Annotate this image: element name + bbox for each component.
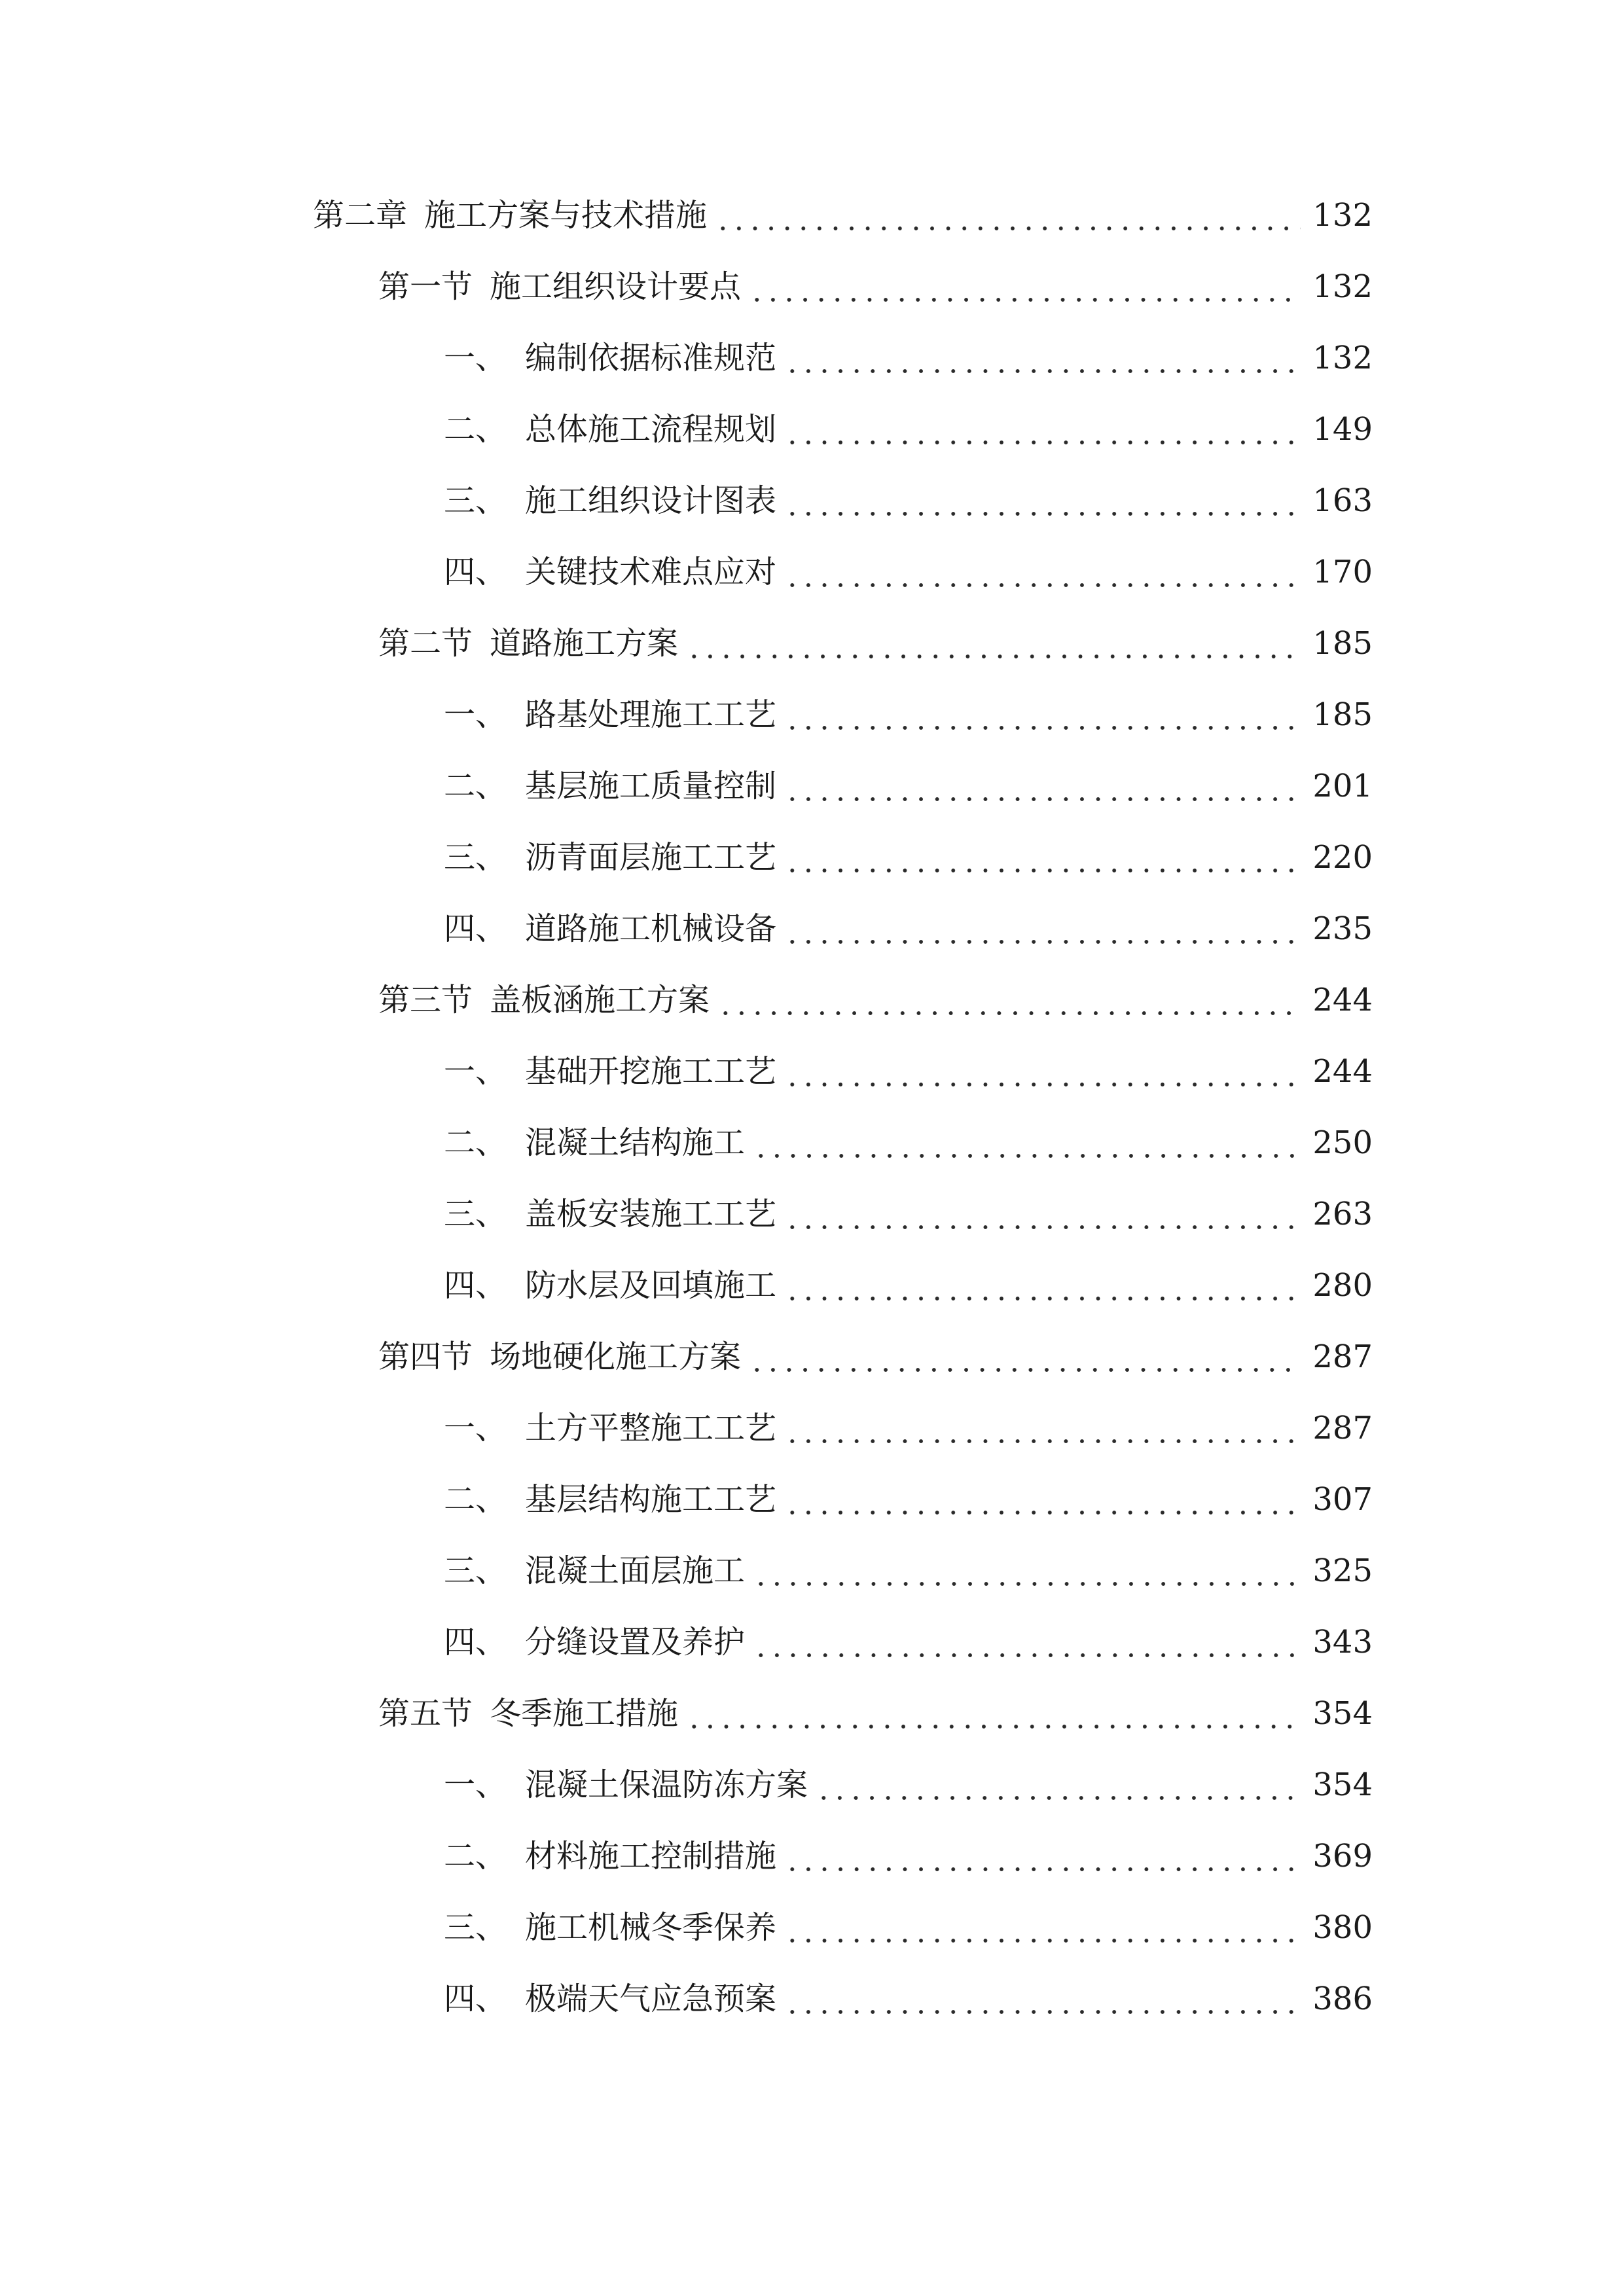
entry-title: 混凝土保温防冻方案 — [525, 1767, 808, 1803]
entry-number: 二、 — [444, 1124, 507, 1161]
toc-entry-item[interactable] — [444, 406, 1373, 452]
entry-title: 土方平整施工工艺 — [525, 1410, 777, 1446]
toc-entry-section[interactable] — [378, 977, 1373, 1023]
entry-page-number: 354 — [1312, 1695, 1373, 1732]
entry-number: 一、 — [444, 1767, 507, 1803]
dot-leader — [784, 763, 1301, 809]
entry-number: 四、 — [444, 1981, 507, 2017]
entry-title: 混凝土结构施工 — [525, 1124, 746, 1161]
entry-number: 二、 — [444, 411, 507, 448]
entry-page-number: 185 — [1312, 625, 1373, 662]
entry-title: 基础开挖施工工艺 — [525, 1053, 777, 1090]
entry-number: 第一节 — [378, 268, 473, 305]
toc-entry-item[interactable] — [444, 549, 1373, 595]
toc-entry-item[interactable] — [444, 1833, 1373, 1879]
toc-entry-item[interactable] — [444, 692, 1373, 738]
entry-title: 道路施工机械设备 — [525, 910, 777, 947]
entry-number: 四、 — [444, 1267, 507, 1304]
entry-number: 四、 — [444, 910, 507, 947]
toc-entry-section[interactable] — [378, 1334, 1373, 1380]
dot-leader — [784, 1905, 1301, 1950]
entry-title: 施工组织设计图表 — [525, 482, 777, 519]
dot-leader — [749, 264, 1301, 310]
toc-entry-item[interactable] — [444, 1120, 1373, 1166]
entry-page-number: 380 — [1312, 1909, 1373, 1946]
entry-page-number: 325 — [1312, 1552, 1373, 1589]
entry-number: 二、 — [444, 1481, 507, 1518]
toc-entry-item[interactable] — [444, 763, 1373, 809]
entry-number: 第四节 — [378, 1338, 473, 1375]
entry-title: 关键技术难点应对 — [525, 554, 777, 590]
toc-entry-section[interactable] — [378, 264, 1373, 310]
entry-title: 施工方案与技术措施 — [424, 197, 708, 234]
toc-entry-item[interactable] — [444, 1619, 1373, 1665]
dot-leader — [784, 692, 1301, 738]
entry-page-number: 307 — [1312, 1481, 1373, 1518]
toc-entry-item[interactable] — [444, 1762, 1373, 1808]
entry-title: 场地硬化施工方案 — [490, 1338, 742, 1375]
entry-number: 三、 — [444, 1909, 507, 1946]
dot-leader — [784, 1405, 1301, 1451]
entry-page-number: 201 — [1312, 768, 1373, 804]
toc-entry-item[interactable] — [444, 906, 1373, 952]
entry-title: 冬季施工措施 — [490, 1695, 679, 1732]
toc-entry-item[interactable] — [444, 478, 1373, 524]
entry-number: 第二节 — [378, 625, 473, 662]
entry-page-number: 235 — [1312, 910, 1373, 947]
entry-number: 第五节 — [378, 1695, 473, 1732]
entry-number: 二、 — [444, 1838, 507, 1874]
entry-number: 一、 — [444, 1053, 507, 1090]
dot-leader — [784, 335, 1301, 381]
dot-leader — [686, 1691, 1301, 1736]
dot-leader — [784, 1191, 1301, 1237]
entry-title: 分缝设置及养护 — [525, 1624, 746, 1660]
dot-leader — [784, 1833, 1301, 1879]
entry-title: 盖板安装施工工艺 — [525, 1196, 777, 1232]
entry-page-number: 386 — [1312, 1981, 1373, 2017]
entry-page-number: 287 — [1312, 1410, 1373, 1446]
entry-title: 极端天气应急预案 — [525, 1981, 777, 2017]
entry-page-number: 132 — [1312, 268, 1373, 305]
toc-entry-item[interactable] — [444, 1548, 1373, 1594]
dot-leader — [784, 834, 1301, 880]
entry-page-number: 244 — [1312, 982, 1373, 1018]
dot-leader — [784, 1263, 1301, 1308]
entry-number: 第三节 — [378, 982, 473, 1018]
entry-page-number: 369 — [1312, 1838, 1373, 1874]
entry-page-number: 280 — [1312, 1267, 1373, 1304]
toc-entry-item[interactable] — [444, 1905, 1373, 1950]
dot-leader — [784, 1049, 1301, 1094]
entry-page-number: 244 — [1312, 1053, 1373, 1090]
entry-number: 一、 — [444, 1410, 507, 1446]
entry-title: 防水层及回填施工 — [525, 1267, 777, 1304]
dot-leader — [784, 906, 1301, 952]
entry-title: 施工机械冬季保养 — [525, 1909, 777, 1946]
entry-number: 二、 — [444, 768, 507, 804]
entry-title: 道路施工方案 — [490, 625, 679, 662]
toc-entry-section[interactable] — [378, 620, 1373, 666]
entry-number: 三、 — [444, 1552, 507, 1589]
dot-leader — [686, 620, 1301, 666]
entry-number: 一、 — [444, 340, 507, 376]
entry-title: 编制依据标准规范 — [525, 340, 777, 376]
entry-page-number: 343 — [1312, 1624, 1373, 1660]
toc-entry-item[interactable] — [444, 335, 1373, 381]
toc-entry-item[interactable] — [444, 1405, 1373, 1451]
entry-number: 三、 — [444, 482, 507, 519]
entry-title: 路基处理施工工艺 — [525, 696, 777, 733]
entry-page-number: 287 — [1312, 1338, 1373, 1375]
toc-entry-item[interactable] — [444, 1976, 1373, 2022]
entry-page-number: 132 — [1312, 197, 1373, 234]
entry-number: 三、 — [444, 839, 507, 876]
toc-entry-item[interactable] — [444, 1477, 1373, 1522]
dot-leader — [784, 1477, 1301, 1522]
entry-page-number: 132 — [1312, 340, 1373, 376]
dot-leader — [715, 192, 1301, 238]
entry-page-number: 354 — [1312, 1767, 1373, 1803]
entry-page-number: 263 — [1312, 1196, 1373, 1232]
entry-page-number: 250 — [1312, 1124, 1373, 1161]
dot-leader — [784, 406, 1301, 452]
entry-number: 三、 — [444, 1196, 507, 1232]
entry-title: 总体施工流程规划 — [525, 411, 777, 448]
toc-entry-chapter[interactable] — [313, 192, 1373, 238]
entry-title: 盖板涵施工方案 — [490, 982, 710, 1018]
dot-leader — [816, 1762, 1301, 1808]
dot-leader — [784, 478, 1301, 524]
entry-title: 材料施工控制措施 — [525, 1838, 777, 1874]
entry-page-number: 163 — [1312, 482, 1373, 519]
dot-leader — [784, 1976, 1301, 2022]
toc-entry-item[interactable] — [444, 1191, 1373, 1237]
entry-title: 基层施工质量控制 — [525, 768, 777, 804]
toc-entry-item[interactable] — [444, 834, 1373, 880]
entry-page-number: 170 — [1312, 554, 1373, 590]
entry-page-number: 220 — [1312, 839, 1373, 876]
entry-number: 一、 — [444, 696, 507, 733]
entry-page-number: 185 — [1312, 696, 1373, 733]
entry-number: 四、 — [444, 554, 507, 590]
dot-leader — [784, 549, 1301, 595]
dot-leader — [753, 1548, 1301, 1594]
dot-leader — [749, 1334, 1301, 1380]
dot-leader — [753, 1120, 1301, 1166]
dot-leader — [717, 977, 1301, 1023]
toc-entry-item[interactable] — [444, 1049, 1373, 1094]
entry-title: 施工组织设计要点 — [490, 268, 742, 305]
toc-entry-item[interactable] — [444, 1263, 1373, 1308]
entry-title: 基层结构施工工艺 — [525, 1481, 777, 1518]
entry-title: 沥青面层施工工艺 — [525, 839, 777, 876]
entry-page-number: 149 — [1312, 411, 1373, 448]
entry-number: 四、 — [444, 1624, 507, 1660]
entry-title: 混凝土面层施工 — [525, 1552, 746, 1589]
entry-number: 第二章 — [313, 197, 408, 234]
dot-leader — [753, 1619, 1301, 1665]
toc-entry-section[interactable] — [378, 1691, 1373, 1736]
